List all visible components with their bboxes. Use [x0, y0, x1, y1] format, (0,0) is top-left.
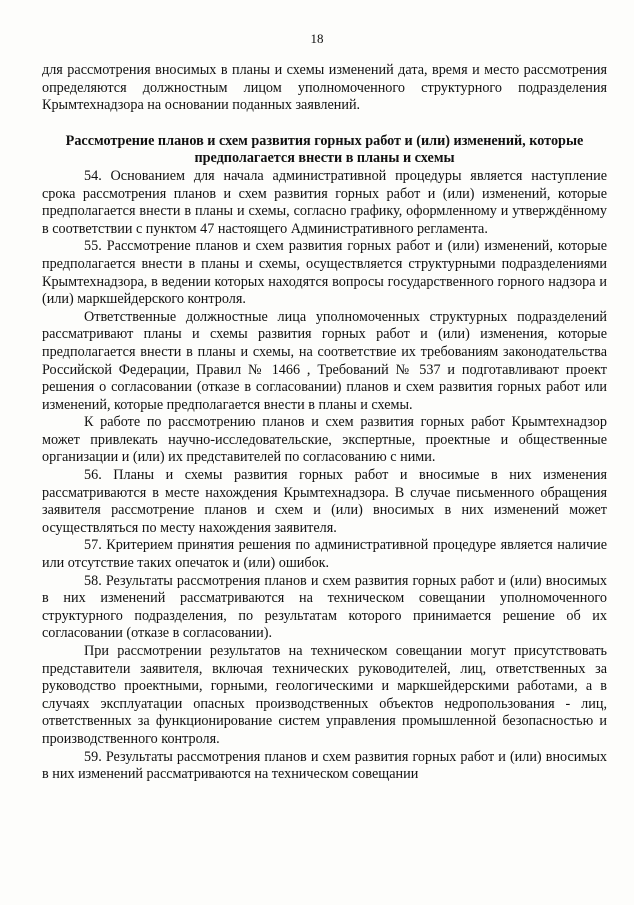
- paragraph: 59. Результаты рассмотрения планов и схем развития горных работ и (или) вносимых в них изменений рассматриваются на техническом совещании: [42, 748, 607, 783]
- paragraph: При рассмотрении результатов на техническом совещании могут присутствовать представители заявителя, включая технических руководителей, лиц, ответственных за руководство проектными, горными, геологическими и маркшейдерскими работами, а в случаях эксплуатации опасных производственных объектов недропользования - лиц, ответственных за функционирование систем управления промышленной безопасностью и производственного контроля.: [42, 643, 607, 747]
- page-number: 18: [310, 31, 324, 46]
- paragraph: 54. Основанием для начала административной процедуры является наступление срока рассмотрения планов и схем развития горных работ и (или) изменений, которые предполагается внести в планы и схемы, согласно графику, оформленному и утверждённому в соответствии с пунктом 47 настоящего Административного регламента.: [42, 167, 607, 237]
- section-heading: Рассмотрение планов и схем развития горных работ и (или) изменений, которые предполагается внести в планы и схемы: [65, 132, 584, 167]
- paragraph: 55. Рассмотрение планов и схем развития горных работ и (или) изменений, которые предполагается внести в планы и схемы, осуществляется структурными подразделениями Крымтехнадзора, в ведении которых находятся вопросы государственного горного надзора и (или) маркшейдерского контроля.: [42, 238, 607, 308]
- paragraph: Ответственные должностные лица уполномоченных структурных подразделений рассматривают планы и схемы развития горных работ и (или) изменения, которые предполагается внести в планы и схемы, на соответствие их требованиям законодательства Российской Федерации, Правил № 1466 , Требований № 537 и подготавливают проект решения о согласовании (отказе в согласовании) планов и схем развития горных работ или изменений, которые предполагается внести в планы и схемы.: [42, 308, 607, 413]
- paragraph: К работе по рассмотрению планов и схем развития горных работ Крымтехнадзор может привлекать научно-исследовательские, экспертные, проектные и общественные организации и (или) их представителей по согласованию с ними.: [42, 414, 607, 466]
- paragraph: 57. Критерием принятия решения по административной процедуре является наличие или отсутствие таких опечаток и (или) ошибок.: [42, 537, 607, 572]
- paragraph: для рассмотрения вносимых в планы и схемы изменений дата, время и место рассмотрения определяются должностным лицом уполномоченного структурного подразделения Крымтехнадзора на основании поданных заявлений.: [42, 62, 607, 114]
- paragraph: 58. Результаты рассмотрения планов и схем развития горных работ и (или) вносимых в них изменений рассматриваются на техническом совещании уполномоченного структурного подразделения, по результатам которого принимается решение об их согласовании (отказе в согласовании).: [42, 572, 607, 642]
- paragraph: 56. Планы и схемы развития горных работ и вносимые в них изменения рассматриваются в месте нахождения Крымтехнадзора. В случае письменного обращения заявителя рассмотрение планов и схем и (или) вносимых в них изменений может осуществляться по месту нахождения заявителя.: [42, 467, 607, 536]
- document-body: [42, 62, 607, 784]
